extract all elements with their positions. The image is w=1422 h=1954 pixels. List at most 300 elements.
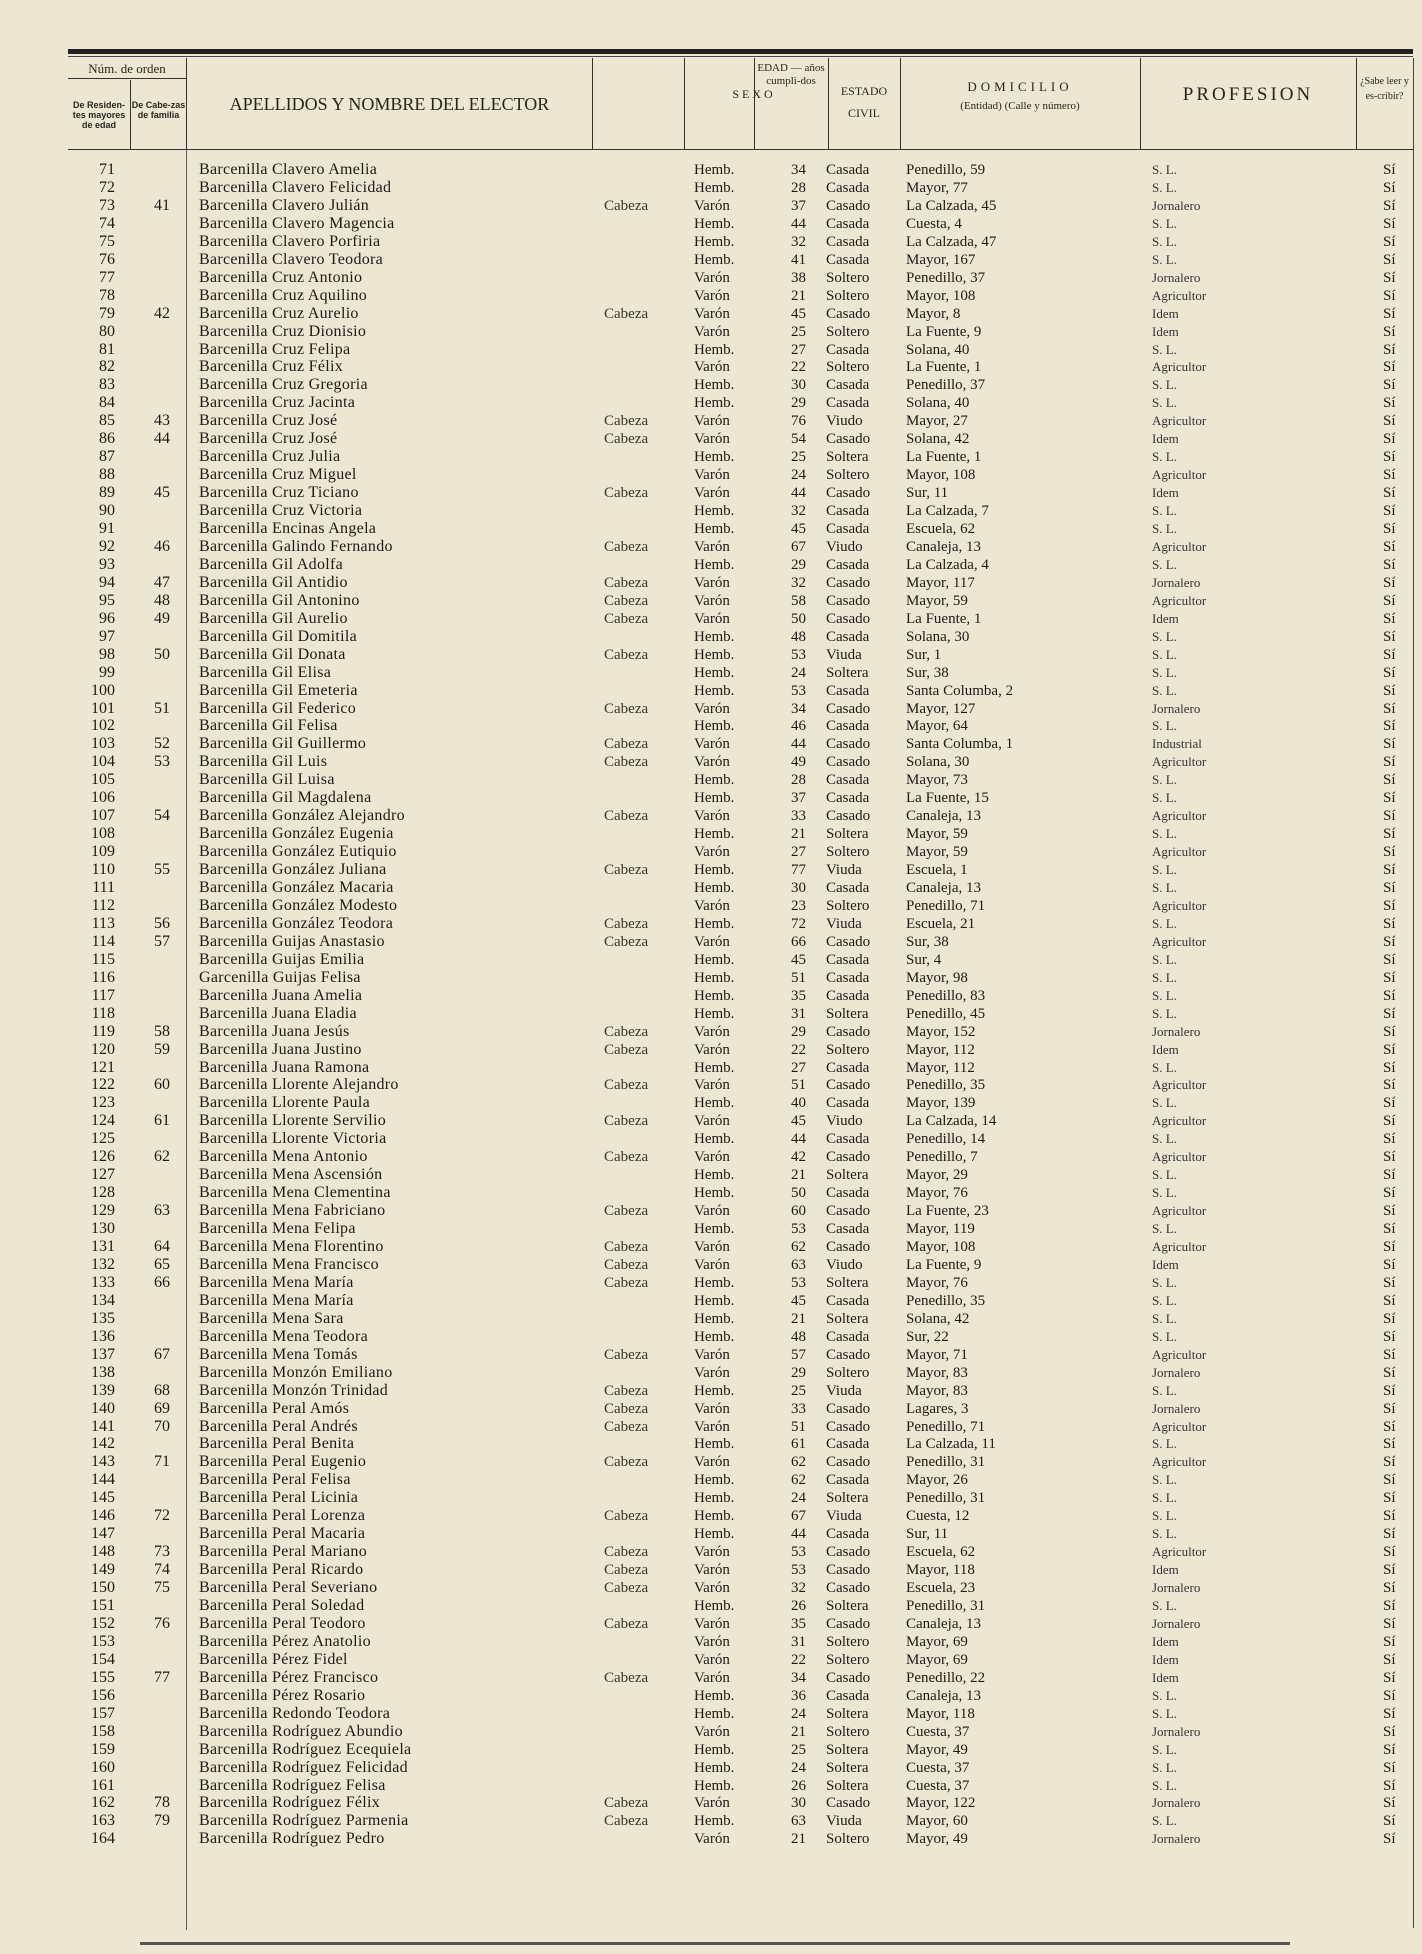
- sabe-leer-value: Sí: [1383, 1562, 1396, 1579]
- domicilio-value: La Calzada, 11: [906, 1436, 996, 1453]
- cabeza-number: 73: [154, 1543, 170, 1561]
- elector-name: Barcenilla Clavero Porfiria: [199, 232, 381, 250]
- domicilio-value: Mayor, 139: [906, 1095, 976, 1112]
- edad-value: 32: [791, 574, 806, 591]
- sexo-value: Varón: [694, 1580, 730, 1597]
- profesion-value: S. L.: [1152, 790, 1177, 806]
- profesion-value: Industrial: [1152, 736, 1202, 752]
- sabe-leer-value: Sí: [1383, 951, 1396, 968]
- elector-name: Barcenilla Juana Amelia: [199, 986, 363, 1004]
- cabeza-label: Cabeza: [604, 592, 649, 609]
- table-row: [0, 1633, 1422, 1651]
- table-row: [0, 1166, 1422, 1184]
- sexo-value: Hemb.: [694, 1292, 735, 1309]
- edad-value: 38: [791, 269, 806, 286]
- residente-number: 134: [91, 1291, 115, 1309]
- profesion-value: Idem: [1152, 431, 1179, 447]
- sexo-value: Hemb.: [694, 1598, 735, 1614]
- domicilio-value: Mayor, 83: [906, 1382, 968, 1399]
- sexo-value: Varón: [694, 1651, 730, 1668]
- edad-value: 27: [791, 341, 806, 358]
- cabeza-number: 44: [154, 430, 170, 448]
- table-row: [0, 1094, 1422, 1112]
- profesion-value: Jornalero: [1152, 269, 1201, 285]
- residente-number: 98: [99, 645, 115, 663]
- sexo-value: Hemb.: [694, 395, 735, 412]
- sabe-leer-value: Sí: [1383, 1328, 1396, 1345]
- elector-name: Barcenilla Peral Eugenio: [199, 1453, 367, 1471]
- cabeza-number: 76: [154, 1614, 170, 1632]
- edad-value: 45: [791, 1292, 806, 1309]
- profesion-value: Agricultor: [1152, 413, 1207, 429]
- estado-civil-value: Casada: [826, 1687, 870, 1704]
- sabe-leer-value: Sí: [1383, 269, 1396, 286]
- residente-number: 74: [99, 214, 115, 232]
- table-row: [0, 933, 1422, 951]
- domicilio-value: Sur, 38: [906, 664, 949, 681]
- estado-civil-value: Casada: [826, 179, 870, 196]
- estado-civil-value: Soltera: [826, 664, 869, 681]
- sexo-value: Varón: [694, 1203, 730, 1220]
- sabe-leer-value: Sí: [1383, 179, 1396, 196]
- elector-name: Barcenilla Gil Luisa: [199, 771, 335, 789]
- cabeza-number: 51: [154, 699, 170, 717]
- profesion-value: S. L.: [1152, 1759, 1177, 1775]
- domicilio-value: Mayor, 69: [906, 1651, 968, 1668]
- sexo-value: Varón: [694, 1256, 730, 1273]
- domicilio-value: Mayor, 59: [906, 826, 968, 843]
- edad-value: 48: [791, 1328, 806, 1345]
- elector-name: Barcenilla Cruz Julia: [199, 448, 341, 466]
- table-row: [0, 753, 1422, 771]
- residente-number: 116: [91, 968, 115, 986]
- profesion-value: S. L.: [1152, 1741, 1177, 1757]
- domicilio-value: Mayor, 76: [906, 1185, 968, 1202]
- domicilio-value: Canaleja, 13: [906, 808, 981, 825]
- cabeza-label: Cabeza: [604, 413, 649, 430]
- edad-value: 53: [791, 1544, 806, 1561]
- sabe-leer-value: Sí: [1383, 646, 1396, 663]
- estado-civil-value: Casada: [826, 556, 870, 573]
- elector-name: Barcenilla González Eutiquio: [199, 843, 397, 861]
- residente-number: 113: [91, 914, 115, 932]
- edad-value: 35: [791, 1615, 806, 1632]
- edad-value: 51: [791, 1077, 806, 1094]
- profesion-value: Idem: [1152, 1669, 1179, 1685]
- sexo-value: Varón: [694, 1723, 730, 1740]
- sabe-leer-value: Sí: [1383, 844, 1396, 861]
- profesion-value: Jornalero: [1152, 1400, 1201, 1416]
- cabeza-number: 75: [154, 1579, 170, 1597]
- sabe-leer-value: Sí: [1383, 1077, 1396, 1094]
- domicilio-value: Mayor, 59: [906, 592, 968, 609]
- sexo-value: Varón: [694, 1795, 730, 1812]
- table-row: [0, 1705, 1422, 1723]
- estado-civil-value: Casada: [826, 251, 870, 268]
- domicilio-value: Penedillo, 7: [906, 1149, 978, 1166]
- residente-number: 150: [91, 1579, 115, 1597]
- residente-number: 136: [91, 1327, 115, 1345]
- sabe-leer-value: Sí: [1383, 987, 1396, 1004]
- sexo-value: Hemb.: [694, 646, 735, 663]
- table-row: [0, 1059, 1422, 1077]
- sabe-leer-value: Sí: [1383, 1256, 1396, 1273]
- edad-value: 26: [791, 1598, 806, 1614]
- estado-civil-value: Casado: [826, 1580, 871, 1597]
- residente-number: 159: [91, 1740, 115, 1758]
- edad-value: 26: [791, 1777, 806, 1794]
- domicilio-value: Penedillo, 22: [906, 1669, 986, 1686]
- residente-number: 73: [99, 196, 115, 214]
- cabeza-label: Cabeza: [604, 700, 649, 717]
- profesion-value: Jornalero: [1152, 574, 1201, 590]
- profesion-value: S. L.: [1152, 377, 1177, 393]
- residente-number: 147: [91, 1525, 115, 1543]
- profesion-value: S. L.: [1152, 1292, 1177, 1308]
- residente-number: 138: [91, 1363, 115, 1381]
- table-row: [0, 161, 1422, 179]
- edad-value: 62: [791, 1239, 806, 1255]
- cabeza-label: Cabeza: [604, 862, 649, 879]
- estado-civil-value: Soltero: [826, 1831, 870, 1848]
- residente-number: 86: [99, 430, 115, 448]
- table-row: [0, 502, 1422, 520]
- edad-value: 21: [791, 287, 806, 304]
- elector-name: Barcenilla Llorente Alejandro: [199, 1076, 399, 1094]
- estado-civil-value: Casado: [826, 305, 871, 322]
- edad-value: 44: [791, 215, 806, 232]
- elector-name: Barcenilla Juana Ramona: [199, 1058, 370, 1076]
- table-row: [0, 1202, 1422, 1220]
- domicilio-value: Sur, 22: [906, 1328, 949, 1345]
- domicilio-value: La Calzada, 4: [906, 556, 989, 573]
- edad-value: 77: [791, 862, 806, 879]
- sexo-value: Hemb.: [694, 1759, 735, 1776]
- cabeza-number: 72: [154, 1507, 170, 1525]
- cabeza-number: 56: [154, 914, 170, 932]
- estado-civil-value: Casado: [826, 1203, 871, 1220]
- table-row: [0, 1418, 1422, 1436]
- elector-name: Barcenilla Gil Magdalena: [199, 789, 372, 807]
- edad-value: 44: [791, 485, 806, 502]
- edad-value: 22: [791, 1651, 806, 1668]
- domicilio-value: Santa Columba, 2: [906, 682, 1014, 699]
- table-row: [0, 610, 1422, 628]
- domicilio-value: Sur, 11: [906, 485, 949, 502]
- domicilio-value: Solana, 40: [906, 395, 970, 412]
- estado-civil-value: Casada: [826, 162, 870, 178]
- cabeza-number: 59: [154, 1040, 170, 1058]
- domicilio-value: Mayor, 8: [906, 305, 961, 322]
- sabe-leer-value: Sí: [1383, 1167, 1396, 1184]
- sabe-leer-value: Sí: [1383, 1310, 1396, 1327]
- elector-name: Barcenilla González Eugenia: [199, 825, 394, 843]
- edad-value: 30: [791, 880, 806, 896]
- elector-name: Barcenilla Peral Amós: [199, 1399, 350, 1417]
- residente-number: 120: [91, 1040, 115, 1058]
- residente-number: 144: [91, 1471, 115, 1489]
- domicilio-value: La Fuente, 1: [906, 610, 982, 627]
- profesion-value: Agricultor: [1152, 1113, 1207, 1129]
- estado-civil-value: Viudo: [826, 538, 863, 555]
- table-row: [0, 376, 1422, 394]
- profesion-value: Idem: [1152, 305, 1179, 321]
- table-row: [0, 807, 1422, 825]
- estado-civil-value: Casado: [826, 1418, 871, 1435]
- elector-name: Barcenilla Juana Justino: [199, 1040, 362, 1058]
- edad-value: 32: [791, 503, 806, 520]
- table-row: [0, 358, 1422, 376]
- profesion-value: S. L.: [1152, 341, 1177, 357]
- edad-value: 22: [791, 1041, 806, 1058]
- elector-name: Barcenilla Gil Adolfa: [199, 555, 344, 573]
- cabeza-number: 79: [154, 1812, 170, 1830]
- cabeza-label: Cabeza: [604, 1580, 649, 1597]
- residente-number: 143: [91, 1453, 115, 1471]
- cabeza-number: 68: [154, 1381, 170, 1399]
- sabe-leer-value: Sí: [1383, 538, 1396, 555]
- edad-value: 40: [791, 1095, 806, 1112]
- domicilio-value: Solana, 40: [906, 341, 970, 358]
- profesion-value: Agricultor: [1152, 467, 1207, 483]
- domicilio-value: Mayor, 118: [906, 1562, 975, 1579]
- profesion-value: Jornalero: [1152, 1023, 1201, 1039]
- elector-name: Barcenilla Peral Macaria: [199, 1525, 366, 1543]
- sabe-leer-value: Sí: [1383, 1059, 1396, 1076]
- residente-number: 153: [91, 1632, 115, 1650]
- residente-number: 132: [91, 1255, 115, 1273]
- table-row: [0, 448, 1422, 466]
- sabe-leer-value: Sí: [1383, 197, 1396, 214]
- header-sabe: ¿Sabe leer y es-cribir?: [1360, 76, 1409, 102]
- residente-number: 154: [91, 1650, 115, 1668]
- residente-number: 163: [91, 1812, 115, 1830]
- edad-value: 24: [791, 1490, 806, 1507]
- domicilio-value: Cuesta, 37: [906, 1777, 970, 1794]
- edad-value: 54: [791, 431, 806, 448]
- edad-value: 25: [791, 323, 806, 340]
- residente-number: 81: [99, 340, 115, 358]
- residente-number: 115: [91, 950, 115, 968]
- table-row: [0, 1328, 1422, 1346]
- residente-number: 141: [91, 1417, 115, 1435]
- elector-name: Barcenilla Gil Federico: [199, 699, 357, 717]
- domicilio-value: Canaleja, 13: [906, 1615, 981, 1632]
- profesion-value: S. L.: [1152, 1526, 1177, 1542]
- table-row: [0, 843, 1422, 861]
- residente-number: 102: [91, 717, 115, 735]
- residente-number: 155: [91, 1668, 115, 1686]
- table-row: [0, 341, 1422, 359]
- residente-number: 71: [99, 161, 115, 178]
- elector-name: Barcenilla Cruz Antonio: [199, 268, 363, 286]
- table-row: [0, 879, 1422, 897]
- table-row: [0, 305, 1422, 323]
- sabe-leer-value: Sí: [1383, 1400, 1396, 1417]
- edad-value: 41: [791, 251, 806, 268]
- sexo-value: Varón: [694, 808, 730, 825]
- residente-number: 126: [91, 1148, 115, 1166]
- sexo-value: Hemb.: [694, 1490, 735, 1507]
- estado-civil-value: Casada: [826, 1472, 870, 1489]
- edad-value: 45: [791, 521, 806, 537]
- sabe-leer-value: Sí: [1383, 1274, 1396, 1291]
- table-row: [0, 1597, 1422, 1615]
- sabe-leer-value: Sí: [1383, 323, 1396, 340]
- sexo-value: Hemb.: [694, 377, 735, 394]
- sabe-leer-value: Sí: [1383, 1023, 1396, 1040]
- edad-value: 50: [791, 610, 806, 627]
- domicilio-value: La Fuente, 23: [906, 1203, 989, 1220]
- domicilio-value: Mayor, 69: [906, 1633, 968, 1650]
- residente-number: 139: [91, 1381, 115, 1399]
- domicilio-value: Mayor, 64: [906, 718, 968, 735]
- profesion-value: S. L.: [1152, 718, 1177, 734]
- elector-name: Barcenilla Cruz Ticiano: [199, 484, 359, 502]
- estado-civil-value: Casada: [826, 503, 870, 520]
- profesion-value: S. L.: [1152, 682, 1177, 698]
- table-row: [0, 735, 1422, 753]
- elector-name: Barcenilla Cruz Félix: [199, 358, 344, 376]
- domicilio-value: Mayor, 108: [906, 287, 976, 304]
- edad-value: 48: [791, 628, 806, 645]
- residente-number: 127: [91, 1166, 115, 1184]
- residente-number: 99: [99, 663, 115, 681]
- cabeza-label: Cabeza: [604, 1418, 649, 1435]
- sabe-leer-value: Sí: [1383, 1472, 1396, 1489]
- sexo-value: Hemb.: [694, 664, 735, 681]
- estado-civil-value: Soltero: [826, 1633, 870, 1650]
- estado-civil-value: Casada: [826, 1185, 870, 1202]
- domicilio-value: Escuela, 62: [906, 1544, 976, 1561]
- edad-value: 62: [791, 1472, 806, 1489]
- cabeza-number: 47: [154, 573, 170, 591]
- sabe-leer-value: Sí: [1383, 1490, 1396, 1507]
- cabeza-number: 62: [154, 1148, 170, 1166]
- elector-name: Barcenilla Clavero Julián: [199, 196, 370, 214]
- estado-civil-value: Casada: [826, 718, 870, 735]
- table-row: [0, 915, 1422, 933]
- elector-name: Barcenilla Cruz Aquilino: [199, 286, 368, 304]
- elector-name: Barcenilla Cruz Felipa: [199, 340, 351, 358]
- cabeza-label: Cabeza: [604, 736, 649, 753]
- edad-value: 44: [791, 736, 806, 753]
- edad-value: 45: [791, 305, 806, 322]
- sexo-value: Varón: [694, 1023, 730, 1040]
- edad-value: 34: [791, 1669, 806, 1686]
- cabeza-number: 70: [154, 1417, 170, 1435]
- sabe-leer-value: Sí: [1383, 628, 1396, 645]
- estado-civil-value: Soltero: [826, 1041, 870, 1058]
- cabeza-number: 49: [154, 609, 170, 627]
- domicilio-value: Cuesta, 37: [906, 1759, 970, 1776]
- sexo-value: Hemb.: [694, 179, 735, 196]
- profesion-value: S. L.: [1152, 1598, 1177, 1613]
- elector-name: Barcenilla Guijas Emilia: [199, 950, 365, 968]
- residente-number: 100: [91, 681, 115, 699]
- cabeza-number: 61: [154, 1112, 170, 1130]
- residente-number: 110: [91, 861, 115, 879]
- domicilio-value: Mayor, 59: [906, 844, 968, 861]
- edad-value: 24: [791, 1759, 806, 1776]
- elector-name: Barcenilla Clavero Magencia: [199, 214, 395, 232]
- residente-number: 72: [99, 178, 115, 196]
- table-row: [0, 1507, 1422, 1525]
- edad-value: 34: [791, 700, 806, 717]
- edad-value: 60: [791, 1203, 806, 1220]
- profesion-value: S. L.: [1152, 556, 1177, 572]
- cabeza-label: Cabeza: [604, 1203, 649, 1220]
- estado-civil-value: Casada: [826, 1292, 870, 1309]
- estado-civil-value: Casada: [826, 1095, 870, 1112]
- sexo-value: Hemb.: [694, 880, 735, 896]
- residente-number: 96: [99, 609, 115, 627]
- cabeza-label: Cabeza: [604, 1041, 649, 1058]
- residente-number: 142: [91, 1435, 115, 1453]
- sabe-leer-value: Sí: [1383, 1705, 1396, 1722]
- residente-number: 93: [99, 555, 115, 573]
- edad-value: 24: [791, 1705, 806, 1722]
- profesion-value: S. L.: [1152, 1310, 1177, 1326]
- sabe-leer-value: Sí: [1383, 736, 1396, 753]
- domicilio-value: Penedillo, 37: [906, 377, 986, 394]
- domicilio-value: La Fuente, 1: [906, 449, 982, 466]
- cabeza-number: 71: [154, 1453, 170, 1471]
- sexo-value: Hemb.: [694, 682, 735, 699]
- sabe-leer-value: Sí: [1383, 233, 1396, 250]
- table-row: [0, 1256, 1422, 1274]
- residente-number: 107: [91, 807, 115, 825]
- sexo-value: Hemb.: [694, 951, 735, 968]
- edad-value: 23: [791, 897, 806, 914]
- estado-civil-value: Casada: [826, 772, 870, 789]
- edad-value: 29: [791, 556, 806, 573]
- estado-civil-value: Casado: [826, 754, 871, 771]
- residente-number: 112: [91, 896, 115, 914]
- domicilio-value: Mayor, 119: [906, 1221, 975, 1238]
- table-row: [0, 251, 1422, 269]
- cabeza-number: 46: [154, 537, 170, 555]
- profesion-value: S. L.: [1152, 1274, 1177, 1290]
- table-row: [0, 556, 1422, 574]
- domicilio-value: Penedillo, 59: [906, 162, 986, 178]
- sexo-value: Varón: [694, 269, 730, 286]
- estado-civil-value: Soltera: [826, 1005, 869, 1022]
- edad-value: 25: [791, 1382, 806, 1399]
- elector-name: Barcenilla Gil Donata: [199, 645, 346, 663]
- domicilio-value: La Calzada, 14: [906, 1113, 997, 1130]
- edad-value: 28: [791, 772, 806, 789]
- sexo-value: Varón: [694, 1831, 730, 1848]
- elector-name: Barcenilla Mena Clementina: [199, 1184, 391, 1202]
- edad-value: 30: [791, 377, 806, 394]
- sabe-leer-value: Sí: [1383, 574, 1396, 591]
- domicilio-value: Mayor, 77: [906, 179, 968, 196]
- domicilio-value: Escuela, 21: [906, 915, 976, 932]
- estado-civil-value: Soltero: [826, 287, 870, 304]
- sabe-leer-value: Sí: [1383, 1651, 1396, 1668]
- sexo-value: Hemb.: [694, 556, 735, 573]
- estado-civil-value: Casada: [826, 1526, 870, 1543]
- residente-number: 91: [99, 520, 115, 537]
- profesion-value: Jornalero: [1152, 1364, 1201, 1380]
- sexo-value: Varón: [694, 574, 730, 591]
- elector-name: Barcenilla Peral Soledad: [199, 1597, 365, 1614]
- elector-name: Barcenilla González Macaria: [199, 879, 394, 896]
- residente-number: 109: [91, 843, 115, 861]
- elector-name: Barcenilla Pérez Anatolio: [199, 1632, 371, 1650]
- cabeza-label: Cabeza: [604, 933, 649, 950]
